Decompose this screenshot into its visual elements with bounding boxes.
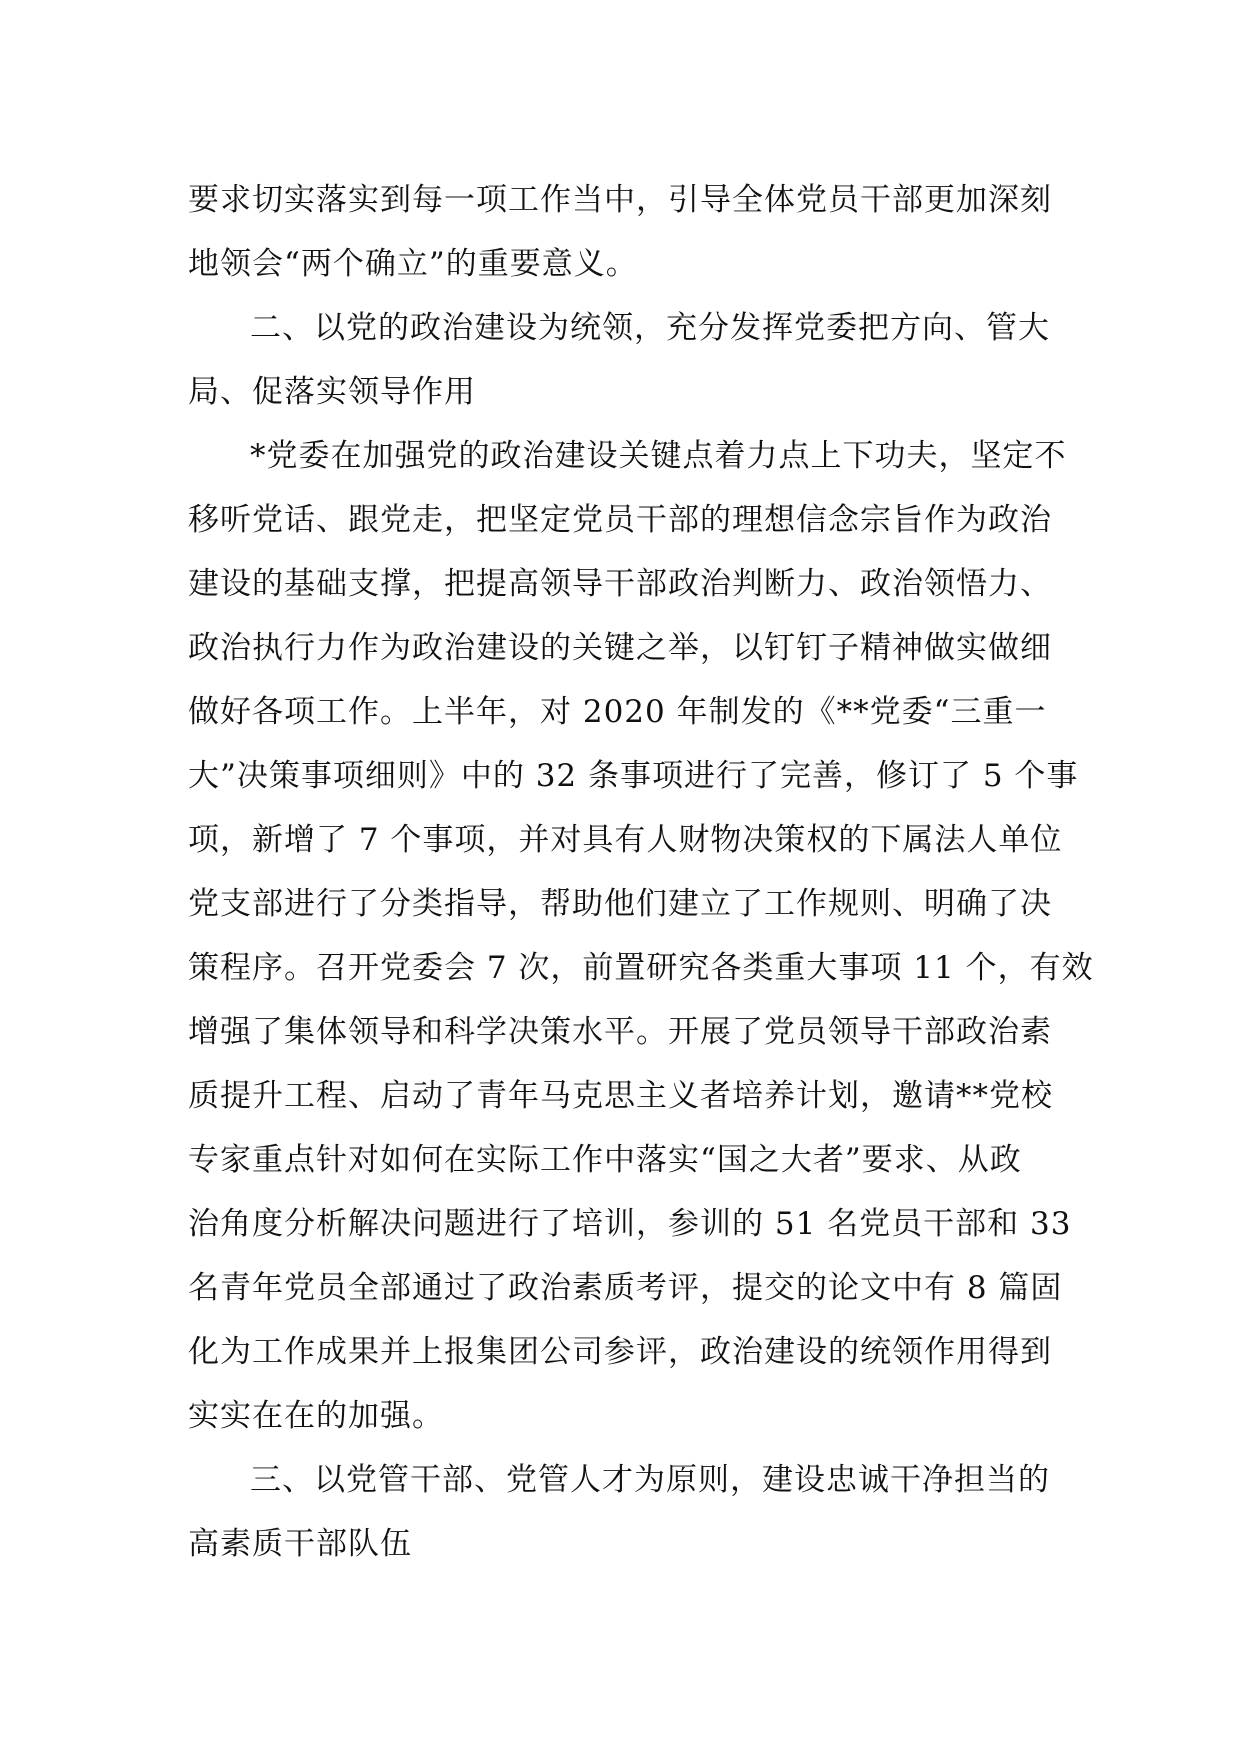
paragraph-line: 地领会“两个确立”的重要意义。 [188, 246, 638, 282]
paragraph-line: 要求切实落实到每一项工作当中，引导全体党员干部更加深刻 [188, 182, 1052, 218]
paragraph-line: 质提升工程、启动了青年马克思主义者培养计划，邀请**党校 [188, 1078, 1053, 1114]
paragraph-line: 做好各项工作。上半年，对 2020 年制发的《**党委“三重一 [188, 694, 1047, 730]
paragraph-line: 政治执行力作为政治建设的关键之举，以钉钉子精神做实做细 [188, 630, 1052, 666]
paragraph-line: 策程序。召开党委会 7 次，前置研究各类重大事项 11 个，有效 [188, 950, 1094, 986]
paragraph-line: 增强了集体领导和科学决策水平。开展了党员领导干部政治素 [188, 1014, 1052, 1050]
paragraph-line: 党支部进行了分类指导，帮助他们建立了工作规则、明确了决 [188, 886, 1052, 922]
document-body [188, 168, 1094, 1576]
paragraph-line: 实实在在的加强。 [188, 1398, 444, 1434]
paragraph-line: 专家重点针对如何在实际工作中落实“国之大者”要求、从政 [188, 1142, 1022, 1178]
paragraph-line: 名青年党员全部通过了政治素质考评，提交的论文中有 8 篇固 [188, 1270, 1063, 1306]
paragraph-line: 项，新增了 7 个事项，并对具有人财物决策权的下属法人单位 [188, 822, 1063, 858]
paragraph-line: *党委在加强党的政治建设关键点着力点上下功夫，坚定不 [250, 438, 1067, 474]
section-heading-line: 局、促落实领导作用 [188, 374, 476, 410]
paragraph-line: 化为工作成果并上报集团公司参评，政治建设的统领作用得到 [188, 1334, 1052, 1370]
section-heading-line: 高素质干部队伍 [188, 1526, 412, 1562]
section-heading-line: 二、以党的政治建设为统领，充分发挥党委把方向、管大 [250, 310, 1050, 346]
paragraph-line: 大”决策事项细则》中的 32 条事项进行了完善，修订了 5 个事 [188, 758, 1079, 794]
paragraph-line: 治角度分析解决问题进行了培训，参训的 51 名党员干部和 33 [188, 1206, 1072, 1242]
paragraph-line: 建设的基础支撑，把提高领导干部政治判断力、政治领悟力、 [188, 566, 1052, 602]
paragraph-line: 移听党话、跟党走，把坚定党员干部的理想信念宗旨作为政治 [188, 502, 1052, 538]
section-heading-line: 三、以党管干部、党管人才为原则，建设忠诚干净担当的 [250, 1462, 1050, 1498]
